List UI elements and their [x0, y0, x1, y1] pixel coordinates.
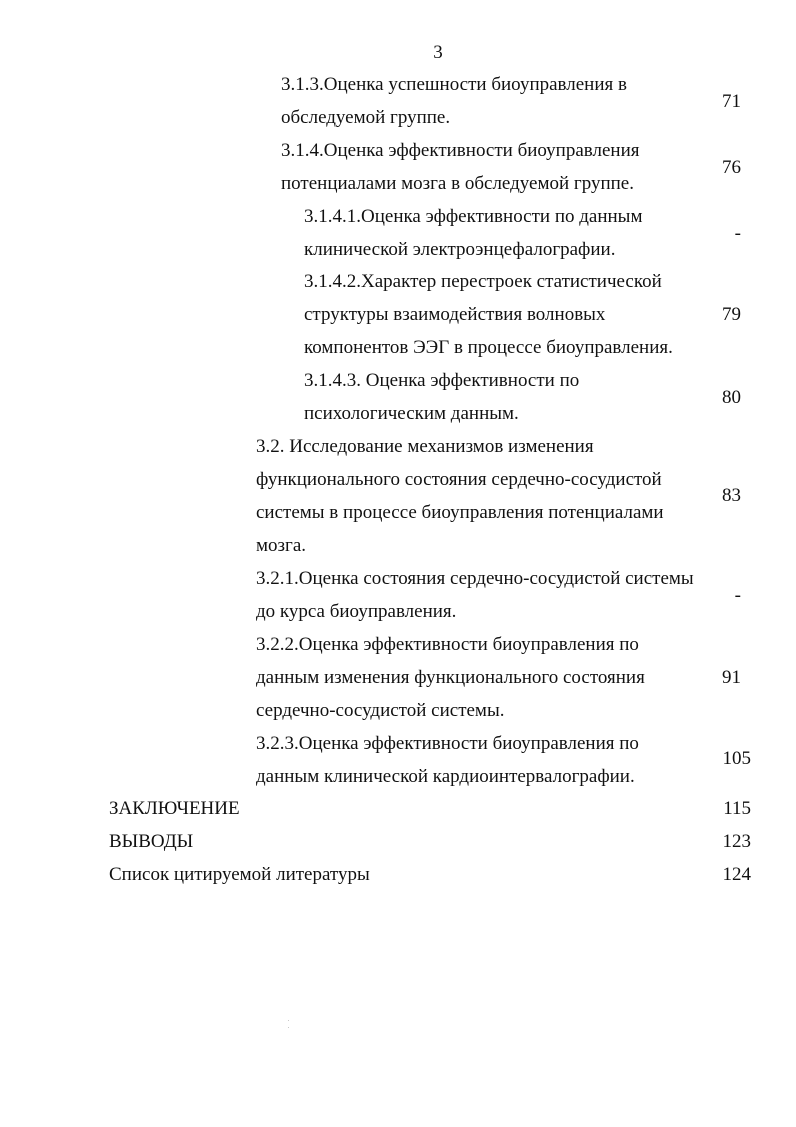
- toc-entry-page: 76: [722, 157, 741, 178]
- toc-entry-page: 115: [723, 798, 751, 819]
- toc-entry-3-1-4-3: [304, 364, 751, 430]
- toc-entry-3-2-1: [256, 562, 751, 628]
- toc-entry-3-2: [256, 430, 751, 562]
- toc-entry-line: психологическим данным.: [304, 403, 519, 424]
- toc-entry-page: 83: [722, 485, 741, 506]
- toc-entry-page: 105: [722, 748, 751, 769]
- toc-entry-line: сердечно-сосудистой системы.: [256, 700, 505, 721]
- toc-entry-title: [281, 68, 627, 134]
- toc-entry-page: -: [734, 223, 741, 244]
- scan-speck: [288, 1027, 289, 1028]
- toc-entry-line: 3.1.3.Оценка успешности биоуправления в: [281, 74, 627, 95]
- toc-entry-line: клинической электроэнцефалографии.: [304, 239, 616, 260]
- toc-entry-line: потенциалами мозга в обследуемой группе.: [281, 173, 634, 194]
- toc-entry-title: [109, 792, 240, 825]
- toc-entry-conclusion: [109, 792, 751, 825]
- toc-entry-references: [109, 858, 751, 891]
- toc-entry-title: [304, 364, 579, 430]
- toc-entry-3-2-3: [256, 727, 751, 793]
- toc-entry-line: ВЫВОДЫ: [109, 831, 194, 852]
- toc-entry-3-1-4: [281, 134, 751, 200]
- toc-entry-line: до курса биоуправления.: [256, 601, 457, 622]
- toc-entry-page: 71: [722, 91, 741, 112]
- toc-entry-page: -: [734, 585, 741, 606]
- toc-entry-page: 123: [722, 831, 751, 852]
- toc-entry-line: 3.1.4.3. Оценка эффективности по: [304, 370, 580, 391]
- toc-entry-line: 3.1.4.2.Характер перестроек статистической: [304, 271, 662, 292]
- toc-entry-line: Список цитируемой литературы: [109, 864, 370, 885]
- toc-entry-title: [109, 858, 370, 891]
- toc-entry-title: [256, 727, 639, 793]
- toc-entry-line: 3.1.4.Оценка эффективности биоуправления: [281, 140, 640, 161]
- toc-entry-line: обследуемой группе.: [281, 107, 451, 128]
- toc-entry-3-1-4-1: [304, 200, 751, 266]
- toc-entry-title: [256, 562, 694, 628]
- toc-entry-title: [304, 265, 673, 364]
- page-number: 3: [433, 42, 443, 63]
- toc-entry-title: [304, 200, 642, 266]
- toc-entry-line: системы в процессе биоуправления потенциалами: [256, 502, 664, 523]
- toc-entry-3-1-3: [281, 68, 751, 134]
- toc-entry-line: 3.2.1.Оценка состояния сердечно-сосудистой системы: [256, 568, 694, 589]
- toc-entry-title: [281, 134, 640, 200]
- toc-entry-title: [109, 825, 193, 858]
- toc-entry-page: 80: [722, 387, 741, 408]
- toc-entry-line: мозга.: [256, 535, 307, 556]
- toc-entry-line: данным клинической кардиоинтервалографии.: [256, 766, 635, 787]
- toc-entry-page: 79: [722, 304, 741, 325]
- toc-entry-line: 3.2. Исследование механизмов изменения: [256, 436, 594, 457]
- toc-entry-line: компонентов ЭЭГ в процессе биоуправления.: [304, 337, 673, 358]
- toc-entry-line: данным изменения функционального состояния: [256, 667, 645, 688]
- toc-entry-line: функционального состояния сердечно-сосудистой: [256, 469, 662, 490]
- toc-entry-3-2-2: [256, 628, 751, 727]
- toc-entry-3-1-4-2: [304, 265, 751, 364]
- toc-entry-line: 3.2.2.Оценка эффективности биоуправления по: [256, 634, 639, 655]
- toc-entry-line: 3.1.4.1.Оценка эффективности по данным: [304, 206, 643, 227]
- toc-entry-line: структуры взаимодействия волновых: [304, 304, 606, 325]
- toc-entry-line: 3.2.3.Оценка эффективности биоуправления по: [256, 733, 639, 754]
- scan-speck: [288, 1020, 289, 1021]
- toc-entry-title: [256, 430, 664, 562]
- toc-entry-page: 124: [722, 864, 751, 885]
- toc-entry-line: ЗАКЛЮЧЕНИЕ: [109, 798, 240, 819]
- toc-entry-title: [256, 628, 645, 727]
- toc-entry-findings: [109, 825, 751, 858]
- toc-entry-page: 91: [722, 667, 741, 688]
